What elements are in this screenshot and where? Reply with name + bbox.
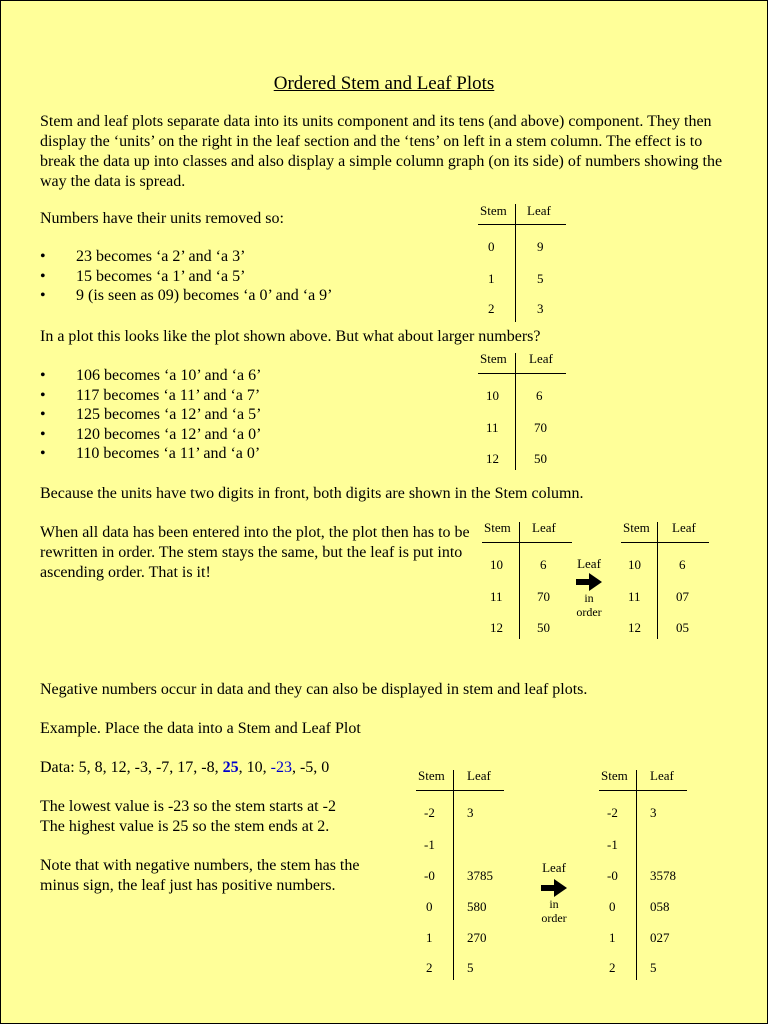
header-rule <box>621 542 709 543</box>
stem-value: 2 <box>426 960 433 975</box>
stem-value: -0 <box>607 868 618 883</box>
stem-value: 11 <box>490 589 503 604</box>
data-line: Data: 5, 8, 12, -3, -7, 17, -8, 25, 10, -23, -5, 0 <box>40 759 330 776</box>
highest-line: The highest value is 25 so the stem ends at 2. <box>40 818 330 835</box>
leaf-header: Leaf <box>650 768 674 783</box>
stem-divider <box>657 522 658 639</box>
stem-leaf-plot-ordered <box>621 517 711 639</box>
stem-divider <box>636 770 637 980</box>
leaf-value: 058 <box>650 899 670 914</box>
stem-value: 12 <box>490 620 503 635</box>
leaf-value: 027 <box>650 930 670 945</box>
stem-value: 1 <box>609 930 616 945</box>
leaf-in-order-arrow-block: Leaf in order <box>533 860 575 925</box>
leaf-value: 3 <box>537 301 544 316</box>
negative-text: Negative numbers occur in data and they can also be displayed in stem and leaf plots. <box>40 681 588 698</box>
header-rule <box>482 542 572 543</box>
leaf-value: 5 <box>467 960 474 975</box>
highlight-value: -23 <box>270 759 292 776</box>
stem-header: Stem <box>418 768 445 783</box>
right-arrow-icon <box>541 879 567 897</box>
leaf-value: 70 <box>534 420 547 435</box>
note-text: Note that with negative numbers, the stem has the minus sign, the leaf just has positive numbers. <box>40 857 360 894</box>
stem-value: -0 <box>424 868 435 883</box>
intro-paragraph: Stem and leaf plots separate data into its units component and its tens (and above) component. They then display the ‘units’ on the right in the leaf section and the ‘tens’ on left in a stem column. The effect is to break the data up into classes and also display a simple column graph (on its side) of numbers showing the way the data is spread. <box>40 113 723 190</box>
leaf-header: Leaf <box>529 351 553 366</box>
stem-value: 2 <box>488 301 495 316</box>
stem-header: Stem <box>484 520 511 535</box>
lowest-line: The lowest value is -23 so the stem starts at -2 <box>40 798 336 815</box>
stem-divider <box>515 353 516 470</box>
leaf-value: 6 <box>679 557 686 572</box>
leaf-header: Leaf <box>467 768 491 783</box>
stem-value: -2 <box>607 805 618 820</box>
right-arrow-icon <box>576 573 602 591</box>
stem-value: 2 <box>609 960 616 975</box>
arrow-label: Leaf <box>542 860 566 875</box>
leaf-header: Leaf <box>527 203 551 218</box>
header-rule <box>478 224 566 225</box>
leaf-value: 270 <box>467 930 487 945</box>
stem-value: 12 <box>486 451 499 466</box>
leaf-value: 50 <box>534 451 547 466</box>
leaf-value: 6 <box>536 388 543 403</box>
example-text: Example. Place the data into a Stem and Leaf Plot <box>40 720 361 737</box>
leaf-value: 3 <box>650 805 657 820</box>
stem-header: Stem <box>480 203 507 218</box>
stem-value: 0 <box>426 899 433 914</box>
stem-value: 11 <box>628 589 641 604</box>
header-rule <box>478 373 566 374</box>
stem-value: 11 <box>486 420 499 435</box>
stem-value: 1 <box>426 930 433 945</box>
when-text: When all data has been entered into the plot, the plot then has to be rewritten in order. The stem stays the same, but the leaf is put into ascending order. That is it! <box>40 524 470 581</box>
larger-numbers-text: In a plot this looks like the plot shown above. But what about larger numbers? <box>40 328 541 345</box>
numbers-intro: Numbers have their units removed so: <box>40 210 284 227</box>
stem-header: Stem <box>623 520 650 535</box>
stem-header: Stem <box>480 351 507 366</box>
leaf-header: Leaf <box>532 520 556 535</box>
stem-value: 10 <box>486 388 499 403</box>
arrow-label: Leaf <box>577 556 601 571</box>
leaf-value: 3 <box>467 805 474 820</box>
leaf-value: 70 <box>537 589 550 604</box>
stem-value: 0 <box>609 899 616 914</box>
stem-value: -1 <box>424 837 435 852</box>
leaf-value: 5 <box>650 960 657 975</box>
stem-value: 0 <box>488 239 495 254</box>
header-rule <box>416 790 504 791</box>
stem-leaf-plot-negative-ordered <box>599 765 691 980</box>
stem-value: 10 <box>490 557 503 572</box>
highlight-value: 25 <box>222 759 239 776</box>
stem-value: -1 <box>607 837 618 852</box>
leaf-value: 3785 <box>467 868 493 883</box>
because-text: Because the units have two digits in front, both digits are shown in the Stem column. <box>40 485 584 502</box>
stem-divider <box>519 522 520 639</box>
leaf-value: 580 <box>467 899 487 914</box>
stem-leaf-plot-large <box>478 348 568 470</box>
stem-leaf-plot-small <box>478 200 568 322</box>
header-rule <box>599 790 687 791</box>
stem-header: Stem <box>601 768 628 783</box>
leaf-value: 9 <box>537 239 544 254</box>
leaf-header: Leaf <box>672 520 696 535</box>
stem-leaf-plot-unordered <box>482 517 574 639</box>
leaf-value: 50 <box>537 620 550 635</box>
leaf-value: 6 <box>540 557 547 572</box>
leaf-in-order-arrow-block: Leaf in order <box>568 556 610 619</box>
leaf-value: 5 <box>537 271 544 286</box>
page-title: Ordered Stem and Leaf Plots <box>273 73 495 94</box>
stem-value: -2 <box>424 805 435 820</box>
stem-leaf-plot-negative-unordered <box>416 765 508 980</box>
leaf-value: 3578 <box>650 868 676 883</box>
leaf-value: 05 <box>676 620 689 635</box>
leaf-value: 07 <box>676 589 689 604</box>
stem-divider <box>515 204 516 322</box>
stem-value: 12 <box>628 620 641 635</box>
stem-divider <box>453 770 454 980</box>
stem-value: 10 <box>628 557 641 572</box>
stem-value: 1 <box>488 271 495 286</box>
